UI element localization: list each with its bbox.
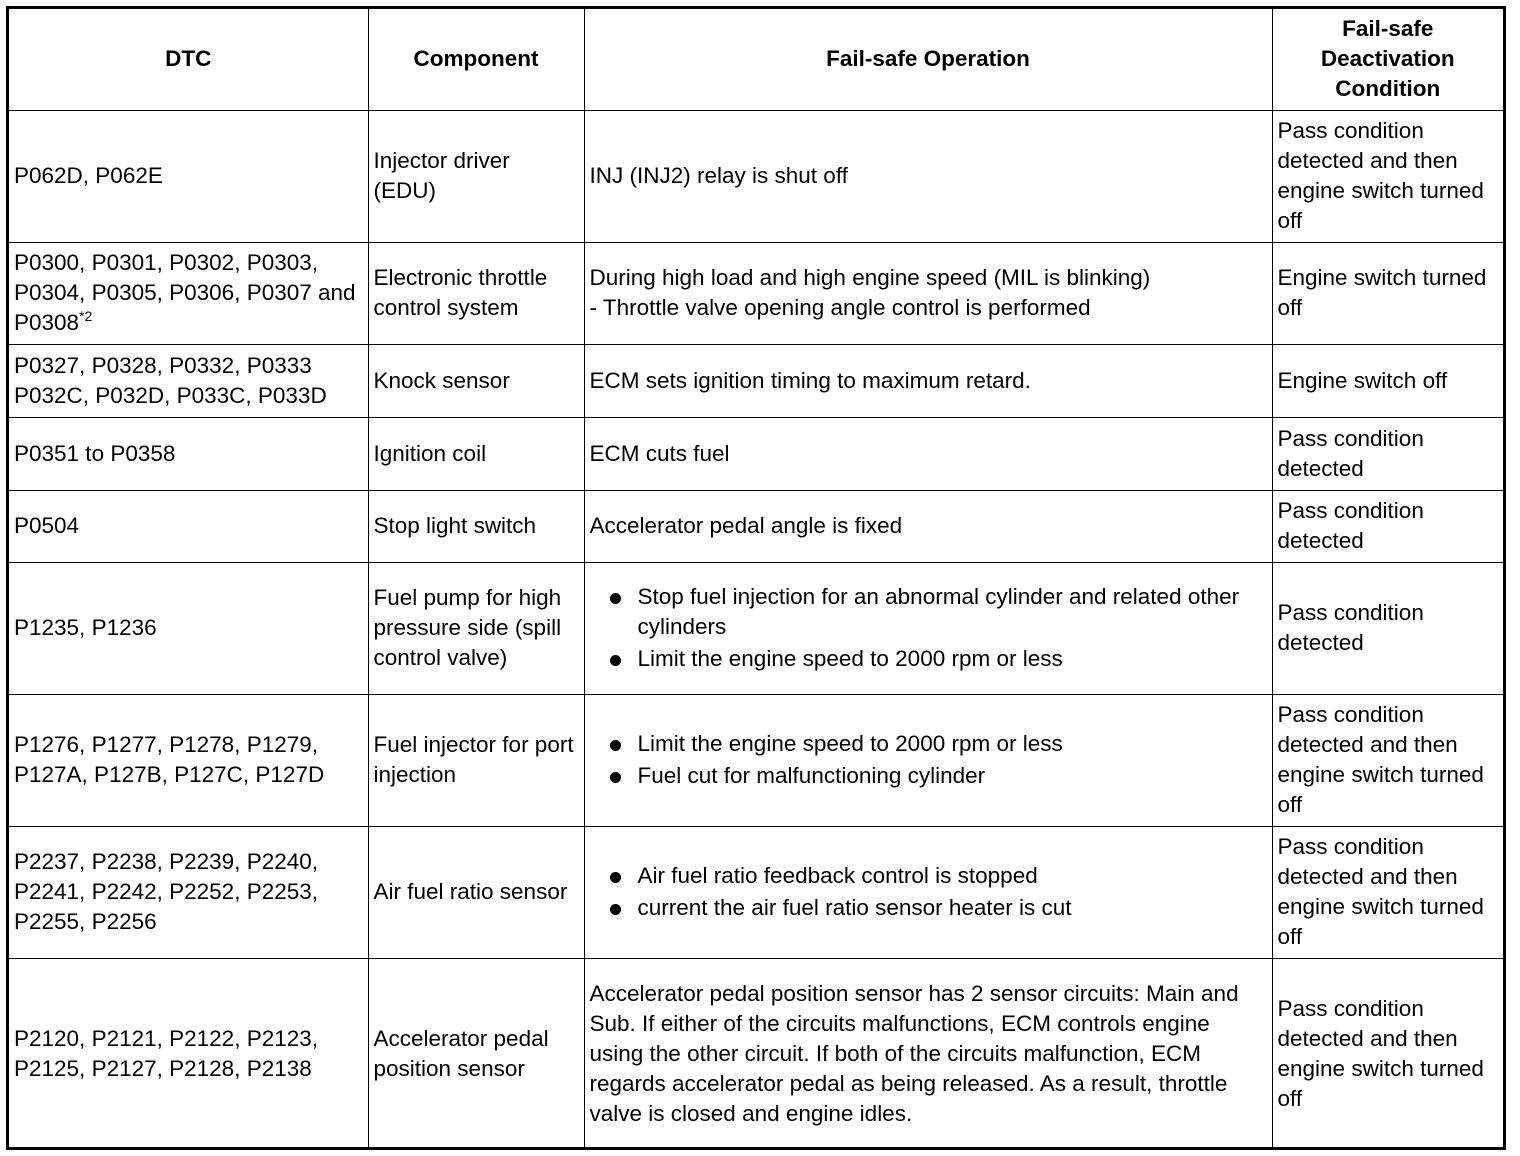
dtc-cell: P062D, P062E <box>9 110 368 242</box>
list-item: current the air fuel ratio sensor heater is cut <box>610 893 1267 923</box>
table-row <box>9 417 1503 490</box>
operation-cell: ECM sets ignition timing to maximum retard. <box>584 344 1272 417</box>
table-row <box>9 562 1503 694</box>
deactivation-cell: Pass condition detected and then engine switch turned off <box>1272 826 1503 958</box>
operation-cell: INJ (INJ2) relay is shut off <box>584 110 1272 242</box>
dtc-cell: P0504 <box>9 490 368 562</box>
header-operation: Fail-safe Operation <box>584 9 1272 110</box>
operation-cell: Accelerator pedal angle is fixed <box>584 490 1272 562</box>
table-row <box>9 958 1503 1150</box>
operation-cell <box>584 242 1272 344</box>
deactivation-cell: Engine switch turned off <box>1272 242 1503 344</box>
operation-cell: ECM cuts fuel <box>584 417 1272 490</box>
header-dtc: DTC <box>9 9 368 110</box>
list-item: Stop fuel injection for an abnormal cylinder and related other cylinders <box>610 582 1267 642</box>
table-row <box>9 344 1503 417</box>
deactivation-cell: Pass condition detected <box>1272 490 1503 562</box>
table-row <box>9 694 1503 826</box>
fail-safe-table <box>9 9 1503 1150</box>
component-cell: Fuel pump for high pressure side (spill control valve) <box>368 562 584 694</box>
dtc-cell: P2237, P2238, P2239, P2240, P2241, P2242, P2252, P2253, P2255, P2256 <box>9 826 368 958</box>
component-cell: Stop light switch <box>368 490 584 562</box>
component-cell: Fuel injector for port injection <box>368 694 584 826</box>
operation-cell: Accelerator pedal position sensor has 2 sensor circuits: Main and Sub. If either of the circuits malfunctions, ECM controls engine using the other circuit. If both of the circuits malfunction, ECM regards accelerator pedal as being released. As a result, throttle valve is closed and engine idles. <box>584 958 1272 1150</box>
operation-bullet-list <box>590 861 1267 923</box>
table-row <box>9 110 1503 242</box>
component-cell: Knock sensor <box>368 344 584 417</box>
operation-bullet-list <box>590 729 1267 791</box>
list-item: Limit the engine speed to 2000 rpm or less <box>610 729 1267 759</box>
operation-cell <box>584 826 1272 958</box>
dtc-cell: P1276, P1277, P1278, P1279, P127A, P127B, P127C, P127D <box>9 694 368 826</box>
deactivation-cell: Pass condition detected and then engine switch turned off <box>1272 694 1503 826</box>
list-item: Air fuel ratio feedback control is stopped <box>610 861 1267 891</box>
table-row <box>9 490 1503 562</box>
dtc-cell: P0327, P0328, P0332, P0333 P032C, P032D, P033C, P033D <box>9 344 368 417</box>
table-row <box>9 242 1503 344</box>
operation-bullet-list <box>590 582 1267 674</box>
dtc-footnote: *2 <box>79 308 93 324</box>
fail-safe-table-frame <box>6 6 1506 1150</box>
deactivation-cell: Pass condition detected <box>1272 417 1503 490</box>
component-cell: Injector driver (EDU) <box>368 110 584 242</box>
dtc-text: P0300, P0301, P0302, P0303, P0304, P0305, P0306, P0307 and P0308 <box>14 250 356 335</box>
dtc-cell: P2120, P2121, P2122, P2123, P2125, P2127, P2128, P2138 <box>9 958 368 1150</box>
dtc-cell: P1235, P1236 <box>9 562 368 694</box>
list-item: Limit the engine speed to 2000 rpm or less <box>610 644 1267 674</box>
table-row <box>9 826 1503 958</box>
component-cell: Electronic throttle control system <box>368 242 584 344</box>
header-row <box>9 9 1503 110</box>
component-cell: Accelerator pedal position sensor <box>368 958 584 1150</box>
operation-cell <box>584 694 1272 826</box>
deactivation-cell: Pass condition detected and then engine switch turned off <box>1272 110 1503 242</box>
component-cell: Ignition coil <box>368 417 584 490</box>
dtc-cell: P0351 to P0358 <box>9 417 368 490</box>
deactivation-cell: Engine switch off <box>1272 344 1503 417</box>
deactivation-cell: Pass condition detected <box>1272 562 1503 694</box>
header-deactivation: Fail-safe Deactivation Condition <box>1272 9 1503 110</box>
operation-line: During high load and high engine speed (MIL is blinking) <box>589 265 1151 290</box>
component-cell: Air fuel ratio sensor <box>368 826 584 958</box>
list-item: Fuel cut for malfunctioning cylinder <box>610 761 1267 791</box>
operation-cell <box>584 562 1272 694</box>
dtc-cell <box>9 242 368 344</box>
operation-line: - Throttle valve opening angle control is performed <box>589 295 1091 320</box>
header-component: Component <box>368 9 584 110</box>
deactivation-cell: Pass condition detected and then engine switch turned off <box>1272 958 1503 1150</box>
